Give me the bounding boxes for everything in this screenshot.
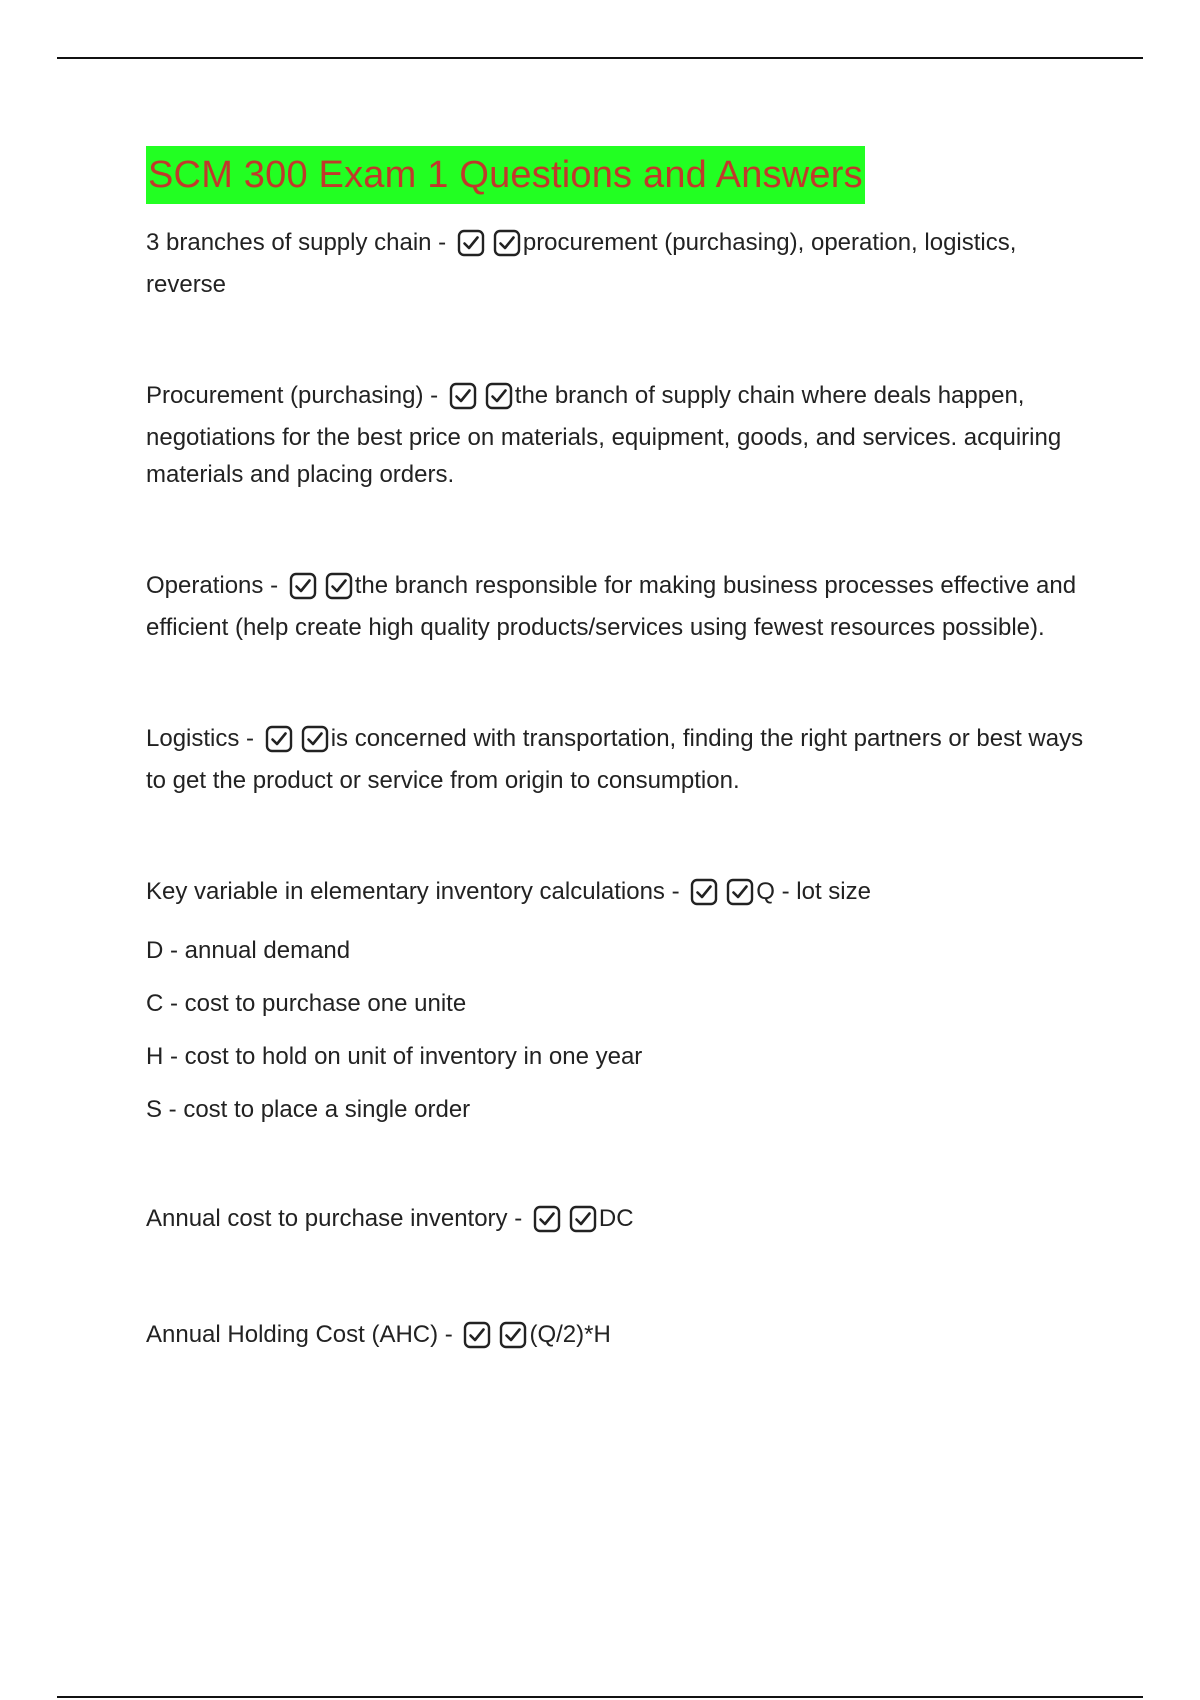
qa-answer: is concerned with transportation, finding the right partners or best ways to get the product or service from origin to consumption.: [146, 725, 1084, 794]
answer-sub-line: H - cost to hold on unit of inventory in one year: [146, 1043, 643, 1070]
qa-separator: -: [507, 1205, 529, 1232]
footer-rule: [57, 1696, 1143, 1698]
qa-term: 3 branches of supply chain: [146, 229, 432, 256]
answer-sub-line: D - annual demand: [146, 937, 351, 964]
qa-term: Procurement (purchasing): [146, 382, 424, 409]
document-body: [146, 146, 1096, 1358]
qa-answer: procurement (purchasing), operation, logistics, reverse: [146, 229, 1017, 298]
checkbox-checked-icon: [493, 229, 521, 257]
checkbox-checked-icon: [569, 1205, 597, 1233]
checkbox-checked-icon: [499, 1321, 527, 1349]
checkbox-checked-icon: [463, 1321, 491, 1349]
checkbox-checked-icon: [265, 725, 293, 753]
answer-sub-line: S - cost to place a single order: [146, 1096, 471, 1123]
answer-marker: [265, 725, 329, 762]
qa-answer: the branch responsible for making business processes effective and efficient (help create high quality products/services using fewest resources possible).: [146, 572, 1077, 641]
qa-separator: -: [263, 572, 285, 599]
answer-marker: [533, 1205, 597, 1242]
qa-term: Annual Holding Cost (AHC): [146, 1321, 439, 1348]
answer-marker: [449, 382, 513, 419]
qa-entry: [146, 567, 1096, 646]
qa-entry: [146, 1200, 1096, 1242]
qa-entry: [146, 224, 1096, 303]
answer-marker: [289, 572, 353, 609]
checkbox-checked-icon: [690, 878, 718, 906]
checkbox-checked-icon: [726, 878, 754, 906]
checkbox-checked-icon: [457, 229, 485, 257]
answer-marker: [457, 229, 521, 266]
qa-separator: -: [664, 878, 687, 905]
checkbox-checked-icon: [533, 1205, 561, 1233]
answer-marker: [690, 878, 754, 915]
header-rule: [57, 57, 1143, 59]
qa-entry: [146, 377, 1096, 493]
checkbox-checked-icon: [485, 382, 513, 410]
document-title: SCM 300 Exam 1 Questions and Answers: [146, 146, 865, 204]
qa-separator: -: [423, 382, 445, 409]
qa-answer: DC: [598, 1205, 634, 1232]
checkbox-checked-icon: [301, 725, 329, 753]
qa-entry: [146, 873, 1096, 915]
answer-marker: [463, 1321, 527, 1358]
qa-term: Logistics: [146, 725, 240, 752]
qa-separator: -: [239, 725, 261, 752]
qa-separator: -: [431, 229, 453, 256]
qa-answer: the branch of supply chain where deals happen, negotiations for the best price on materials, equipment, goods, and services. acquiring materials and placing orders.: [146, 382, 1062, 488]
qa-term: Operations: [146, 572, 264, 599]
answer-sub-line: C - cost to purchase one unite: [146, 990, 467, 1017]
qa-term: Annual cost to purchase inventory: [146, 1205, 508, 1232]
checkbox-checked-icon: [289, 572, 317, 600]
checkbox-checked-icon: [449, 382, 477, 410]
qa-separator: -: [438, 1321, 460, 1348]
qa-entry: [146, 720, 1096, 799]
qa-answer: (Q/2)*H: [529, 1321, 611, 1348]
qa-term: Key variable in elementary inventory calculations: [146, 878, 665, 905]
qa-entry: [146, 1316, 1096, 1358]
qa-answer: Q - lot size: [756, 878, 871, 905]
checkbox-checked-icon: [325, 572, 353, 600]
